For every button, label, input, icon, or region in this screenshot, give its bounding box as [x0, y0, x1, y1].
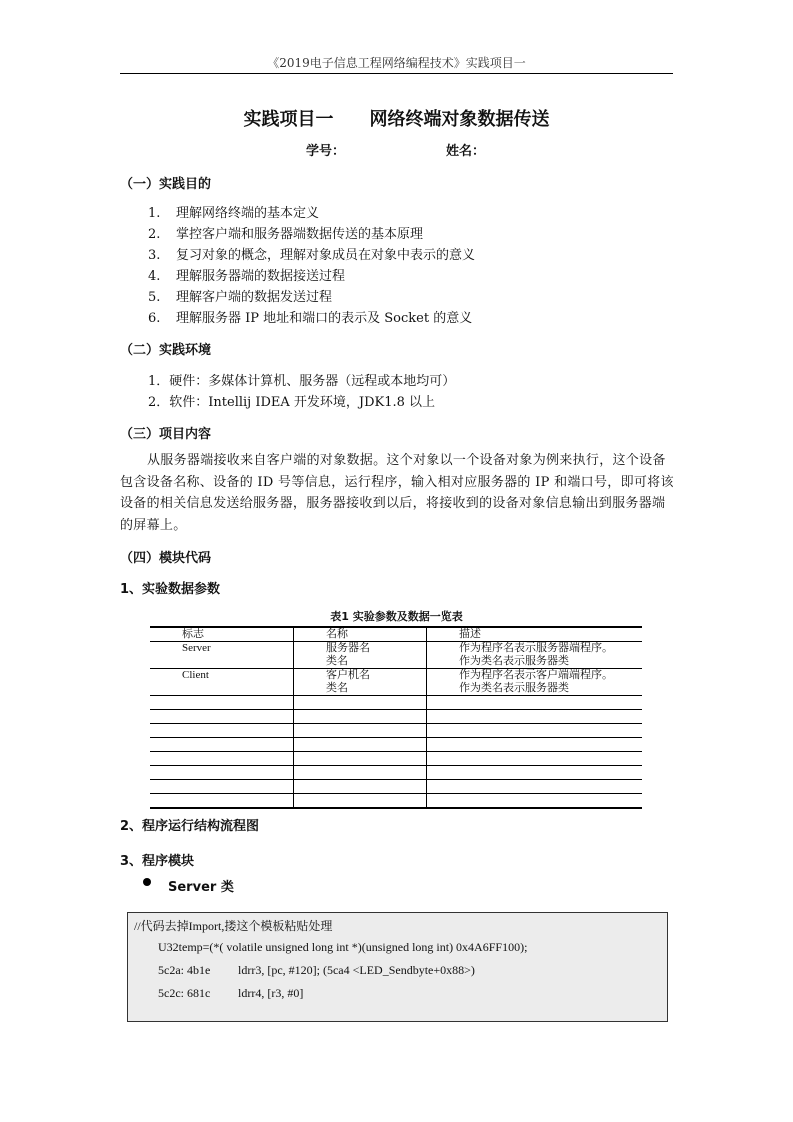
- table-row-empty: [150, 696, 642, 710]
- header-cell: 标志: [150, 627, 294, 642]
- list-text: 理解服务器端的数据接送过程: [176, 269, 346, 284]
- list-number: 5.: [148, 290, 161, 305]
- table-row-empty: [150, 752, 642, 766]
- table-row-empty: [150, 766, 642, 780]
- table-cell: 作为程序名表示客户端端程序。 作为类名表示服务器类: [427, 669, 643, 696]
- table-row: [150, 642, 642, 669]
- subheading: 1、实验数据参数: [120, 582, 221, 597]
- code-instruction: ldrr4, [r3, #0]: [238, 986, 304, 1000]
- list-number: 4.: [148, 269, 161, 284]
- page-title: 实践项目一 网络终端对象数据传送: [243, 109, 550, 130]
- list-item: [148, 286, 332, 305]
- table-cell: 作为程序名表示服务器端程序。 作为类名表示服务器类: [427, 642, 643, 669]
- header-cell: 描述: [427, 627, 643, 642]
- table-row-empty: [150, 724, 642, 738]
- table-cell: Server: [150, 642, 294, 669]
- list-number: 2.: [148, 227, 161, 242]
- list-item: [148, 223, 423, 242]
- list-text: 理解服务器 IP 地址和端口的表示及 Socket 的意义: [176, 311, 473, 326]
- list-text: 理解网络终端的基本定义: [176, 206, 320, 221]
- table-row-empty: [150, 780, 642, 794]
- table-row-empty: [150, 794, 642, 809]
- code-address: 5c2a: 4b1e: [158, 963, 211, 977]
- code-address: 5c2c: 681c: [158, 986, 211, 1000]
- table-row-empty: [150, 710, 642, 724]
- header-rule: [120, 73, 673, 74]
- list-text: 复习对象的概念，理解对象成员在对象中表示的意义: [176, 248, 476, 263]
- list-text: 掌控客户端和服务器端数据传送的基本原理: [176, 227, 424, 242]
- table-cell: Client: [150, 669, 294, 696]
- list-item: [148, 307, 472, 326]
- list-item: [148, 202, 319, 221]
- list-text: 理解客户端的数据发送过程: [176, 290, 333, 305]
- table-row-empty: [150, 738, 642, 752]
- code-block: [127, 912, 668, 1022]
- env-item: 2．软件：Intellij IDEA 开发环境，JDK1.8 以上: [148, 395, 436, 410]
- subheading: 3、程序模块: [120, 854, 195, 869]
- content-paragraph: 从服务器端接收来自客户端的对象数据。这个对象以一个设备对象为例来执行，这个设备包含设备名称、设备的 ID 号等信息，运行程序，输入相对应服务器的 IP 和端口号，即可将该设备的相关信息发送给服务器，服务器接收到以后，将接收到的设备对象信息输出到服务器端的屏幕上。: [120, 453, 674, 533]
- list-number: 3.: [148, 248, 161, 263]
- code-instruction: ldrr3, [pc, #120]; (5ca4 <LED_Sendbyte+0x88>): [238, 963, 475, 977]
- section-heading: （二）实践环境: [120, 343, 212, 358]
- list-number: 1.: [148, 206, 161, 221]
- section-heading: （三）项目内容: [120, 427, 212, 442]
- running-header: 《2019电子信息工程网络编程技术》实践项目一: [267, 56, 526, 70]
- bullet-icon: [143, 878, 151, 886]
- student-id-label: 学号：: [306, 144, 346, 159]
- table-cell: 服务器名 类名: [294, 642, 427, 669]
- table-header-row: [150, 627, 642, 642]
- table-cell: 客户机名 类名: [294, 669, 427, 696]
- parameter-table: [150, 626, 642, 809]
- table-caption: 表1 实验参数及数据一览表: [330, 610, 463, 623]
- subheading: 2、程序运行结构流程图: [120, 819, 260, 834]
- code-line: U32temp=(*( volatile unsigned long int *)(unsigned long int) 0x4A6FF100);: [158, 940, 528, 954]
- header-cell: 名称: [294, 627, 427, 642]
- list-number: 6.: [148, 311, 161, 326]
- env-item: 1．硬件：多媒体计算机、服务器（远程或本地均可）: [148, 374, 456, 389]
- section-heading: （一）实践目的: [120, 177, 212, 192]
- bullet-text: Server 类: [168, 880, 234, 895]
- name-label: 姓名：: [446, 144, 486, 159]
- section-heading: （四）模块代码: [120, 551, 212, 566]
- list-item: [148, 265, 345, 284]
- table-row: [150, 669, 642, 696]
- code-comment: //代码去掉Import,搂这个模板粘贴处理: [134, 919, 333, 933]
- list-item: [148, 244, 475, 263]
